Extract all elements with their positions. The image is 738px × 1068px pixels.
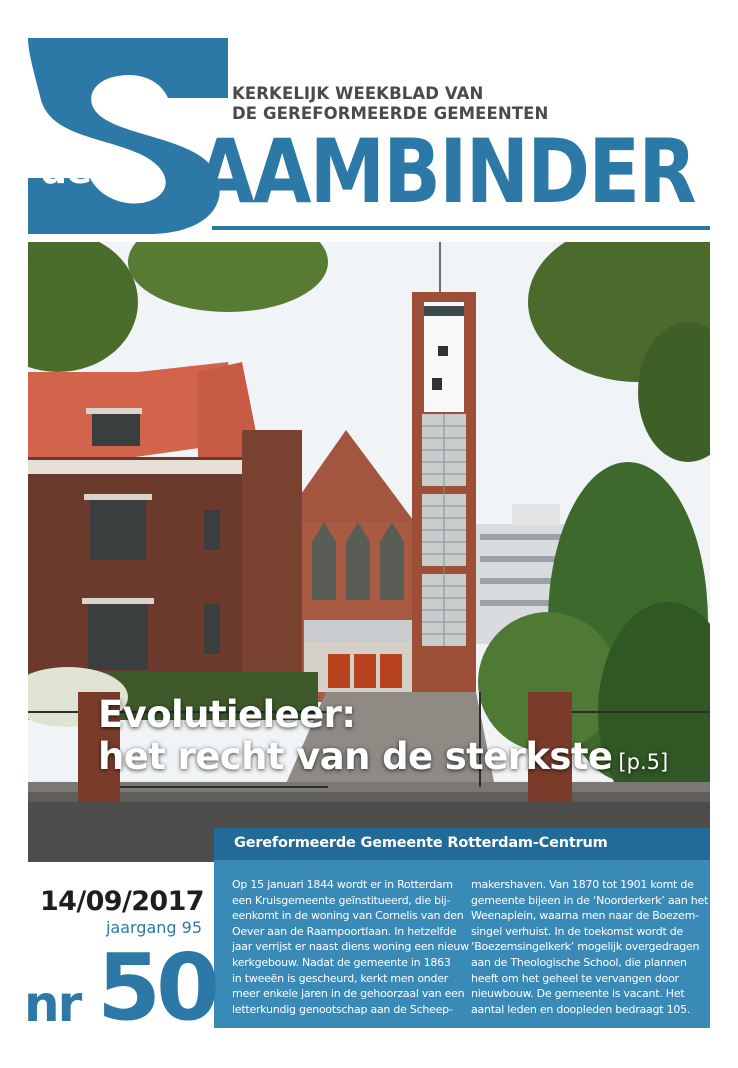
article-heading: Gereformeerde Gemeente Rotterdam-Centrum xyxy=(234,835,608,851)
headline-line-1: Evolutieleer: xyxy=(98,693,356,736)
issue-number-prefix: nr xyxy=(24,975,81,1033)
headline-line-2-text: het recht van de sterkste xyxy=(98,735,613,778)
page-reference: [p.5] xyxy=(618,750,669,774)
article-line: Oever aan de Raampoortlaan. In hetzelfde xyxy=(232,924,457,938)
issue-date: 14/09/2017 xyxy=(39,886,204,917)
article-line: nieuwbouw. De gemeente is vacant. Het xyxy=(471,987,685,1001)
article-line: aan de Theologische School, die plannen xyxy=(471,955,687,969)
article-column-2 xyxy=(471,877,708,1017)
article-line: meer enkele jaren in de gehoorzaal van een xyxy=(232,987,465,1001)
tagline-line-1: KERKELIJK WEEKBLAD VAN xyxy=(232,84,484,103)
article-line: eenkomt in de woning van Cornelis van den xyxy=(232,909,464,923)
article-line: Weenaplein, waarna men naar de Boezem- xyxy=(471,909,699,923)
issue-volume: jaargang 95 xyxy=(105,918,202,937)
article-line: in tweeën is gescheurd, kerkt men onder xyxy=(232,971,449,985)
article-line: makershaven. Van 1870 tot 1901 komt de xyxy=(471,878,694,891)
article-line: kerkgebouw. Nadat de gemeente in 1863 xyxy=(232,955,451,969)
article-heading-bar xyxy=(214,828,710,860)
article-line: een Kruisgemeente geïnstitueerd, die bij- xyxy=(232,893,451,907)
article-panel xyxy=(214,828,710,1028)
masthead xyxy=(0,0,738,240)
masthead-tagline xyxy=(232,84,548,124)
article-line: jaar verrijst er naast diens woning een nieuw xyxy=(232,940,469,954)
article-column-1 xyxy=(232,877,469,1017)
article-line: gemeente bijeen in de ‘Noorderkerk’ aan het xyxy=(471,893,709,907)
article-line: ‘Boezemsingelkerk’ mogelijk overgedragen xyxy=(471,940,700,954)
article-line: letterkundig genootschap aan de Scheep- xyxy=(232,1002,453,1016)
cover-headline[interactable] xyxy=(98,694,668,783)
article-line: heeft om het geheel te vervangen door xyxy=(471,971,679,985)
article-line: Op 15 januari 1844 wordt er in Rotterdam xyxy=(232,878,453,891)
tagline-line-2: DE GEREFORMEERDE GEMEENTEN xyxy=(232,104,549,123)
masthead-rule xyxy=(212,226,710,230)
masthead-title: AAMBINDER xyxy=(196,120,695,223)
logo-prefix: de xyxy=(40,148,91,192)
article-line: aantal leden en doopleden bedraagt 105. xyxy=(471,1002,691,1016)
issue-number: 50 xyxy=(97,934,216,1041)
article-line: singel verhuist. In de toekomst wordt de xyxy=(471,924,684,938)
headline-line-2 xyxy=(98,736,668,783)
